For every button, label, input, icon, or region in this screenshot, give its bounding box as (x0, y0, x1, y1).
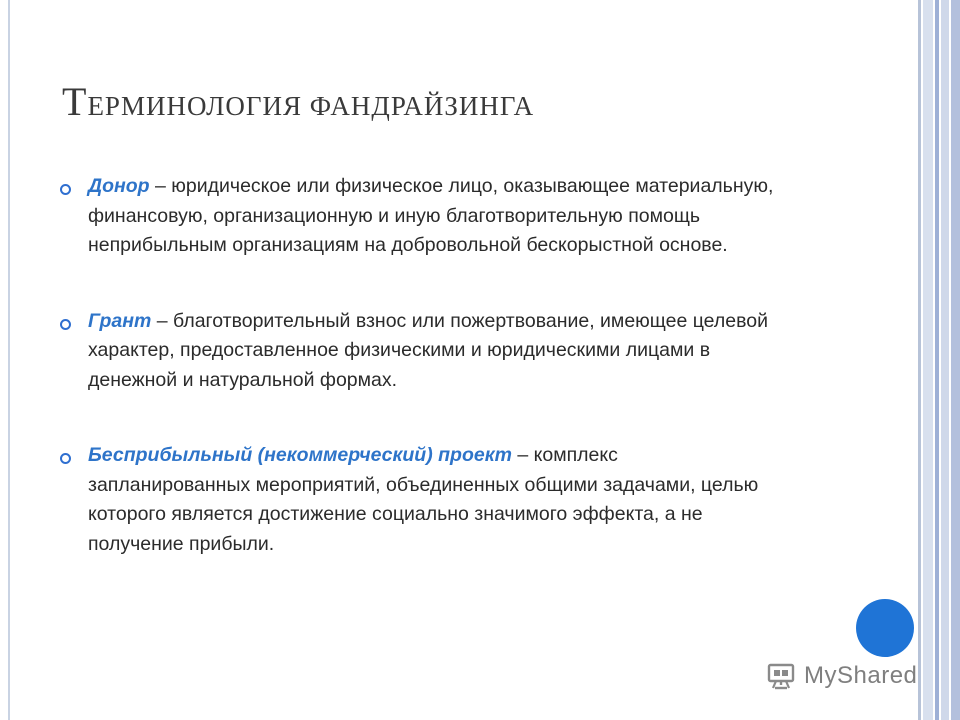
definitions-list (58, 172, 818, 605)
item-term: Донор (88, 175, 150, 197)
bullet-icon (60, 184, 71, 195)
item-term: Грант (88, 309, 152, 332)
slide-title (62, 78, 534, 125)
bullet-icon (60, 319, 71, 330)
item-definition: – комплекс запланированных мероприятий, объединенных общими задачами, целью которого является достижение социально значимого эффекта, а не получение прибыли. (88, 444, 759, 555)
title-first-letter: Т (62, 79, 88, 124)
decorative-stripes (918, 0, 960, 720)
list-item (58, 441, 818, 559)
left-frame-line (8, 0, 10, 720)
presentation-board-icon (766, 661, 796, 691)
accent-circle (856, 599, 914, 657)
item-term: Бесприбыльный (некоммерческий) проект (88, 444, 512, 466)
item-definition: – юридическое или физическое лицо, оказывающее материальную, финансовую, организационную и иную благотворительную помощь неприбыльным организациям на добровольной бескорыстной основе. (88, 175, 774, 256)
item-text (88, 172, 788, 261)
item-definition: – благотворительный взнос или пожертвование, имеющее целевой характер, предоставленное физическими и юридическими лицами в денежной и натуральной формах. (88, 309, 768, 391)
watermark-text: MyShared (804, 662, 918, 689)
item-text (88, 441, 768, 559)
list-item (58, 172, 818, 261)
item-text (88, 307, 800, 396)
list-item (58, 307, 818, 396)
title-rest: ЕРМИНОЛОГИЯ ФАНДРАЙЗИНГА (87, 91, 535, 121)
watermark (766, 656, 917, 696)
bullet-icon (60, 453, 71, 464)
